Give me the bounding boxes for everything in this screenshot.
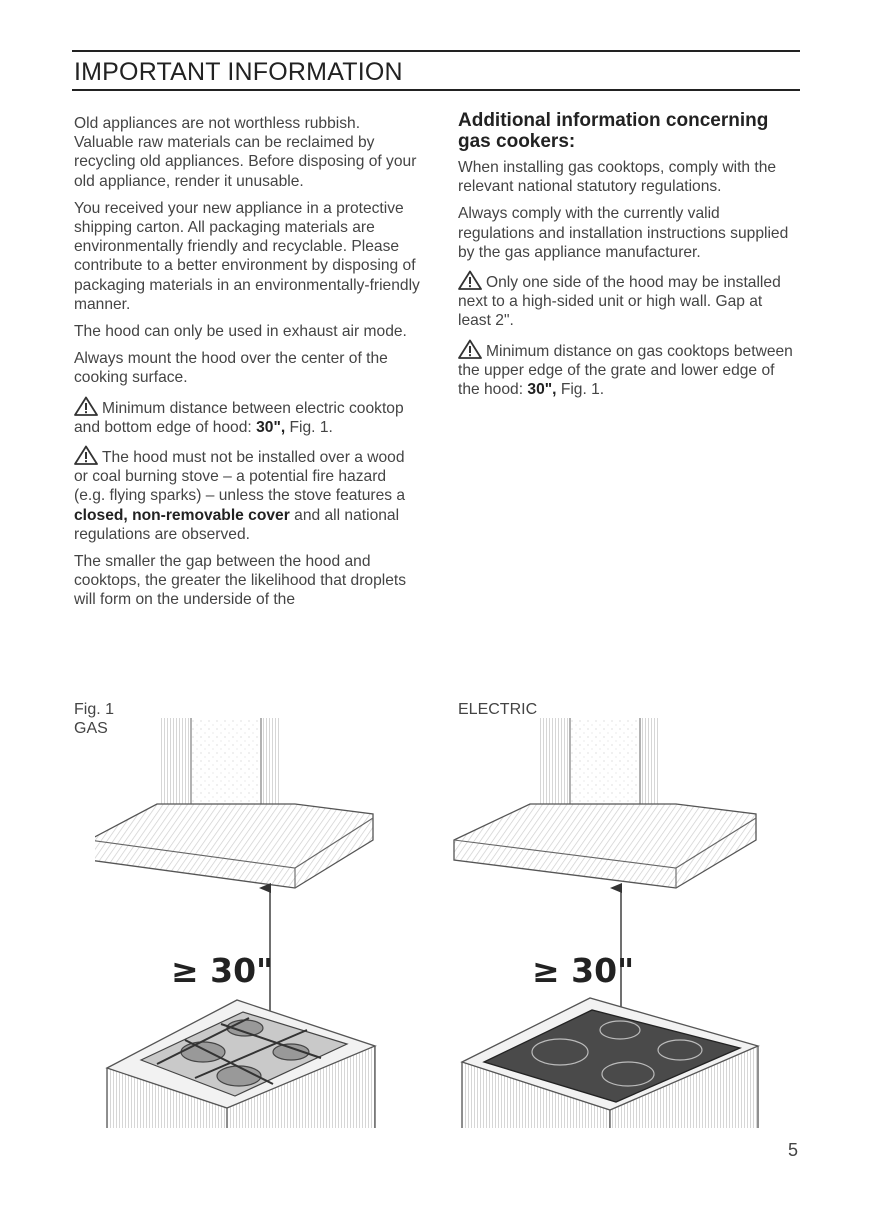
header-rule-bottom — [72, 89, 800, 91]
electric-illustration — [450, 718, 768, 1130]
paragraph-gap-droplets: The smaller the gap between the hood and cooktops, the greater the likelihood that droplets will form on the underside of the — [74, 553, 407, 609]
figure-label: Fig. 1 — [74, 701, 115, 718]
paragraph-mount-center: Always mount the hood over the center of the cooking surface. — [74, 350, 388, 387]
warning-wood-stove: The hood must not be installed over a wood or coal burning stove – a potential fire hazard (e.g. flying sparks) – unless the stove features a closed, non-removable cover and all national regulations are observed. — [74, 445, 420, 544]
warning-triangle-icon — [74, 396, 98, 416]
page-title: IMPORTANT INFORMATION — [74, 58, 403, 86]
electric-label: ELECTRIC — [458, 701, 538, 718]
paragraph-disposal: Old appliances are not worthless rubbish. Valuable raw materials can be reclaimed by recycling old appliances. Before disposing of your old appliance, render it unusable. — [74, 115, 417, 190]
paragraph-exhaust-mode: The hood can only be used in exhaust air mode. — [74, 323, 407, 341]
header-rule-top — [72, 50, 800, 52]
warning-triangle-icon — [74, 445, 98, 465]
electric-dimension-text: ≥ 30" — [532, 951, 635, 990]
warning-electric-distance: Minimum distance between electric cooktop and bottom edge of hood: 30", Fig. 1. — [74, 396, 420, 437]
paragraph-gas-regulations: When installing gas cooktops, comply with the relevant national statutory regulations. — [458, 159, 777, 196]
section-heading-gas: Additional information concerning gas cookers: — [458, 110, 769, 152]
warning-triangle-icon — [458, 339, 482, 359]
gas-illustration — [95, 718, 385, 1130]
gas-label: GAS — [74, 720, 108, 737]
paragraph-gas-instructions: Always comply with the currently valid regulations and installation instructions supplied by the gas appliance manufacturer. — [458, 205, 789, 261]
page-number: 5 — [788, 1140, 799, 1160]
warning-gas-distance: Minimum distance on gas cooktops between the upper edge of the grate and lower edge of the hood: 30", Fig. 1. — [458, 339, 798, 400]
right-column — [458, 110, 798, 407]
warning-triangle-icon — [458, 270, 482, 290]
paragraph-packaging: You received your new appliance in a protective shipping carton. All packaging materials are environmentally friendly and recyclable. Please contribute to a better environment by disposing of packaging materials in an environmentally-friendly manner. — [74, 199, 420, 313]
electric-hood-canopy — [454, 804, 756, 888]
gas-hood-canopy — [95, 804, 373, 888]
left-column — [74, 114, 420, 618]
gas-dimension-text: ≥ 30" — [171, 951, 274, 990]
warning-side-wall: Only one side of the hood may be installed next to a high-sided unit or high wall. Gap at least 2". — [458, 270, 798, 331]
